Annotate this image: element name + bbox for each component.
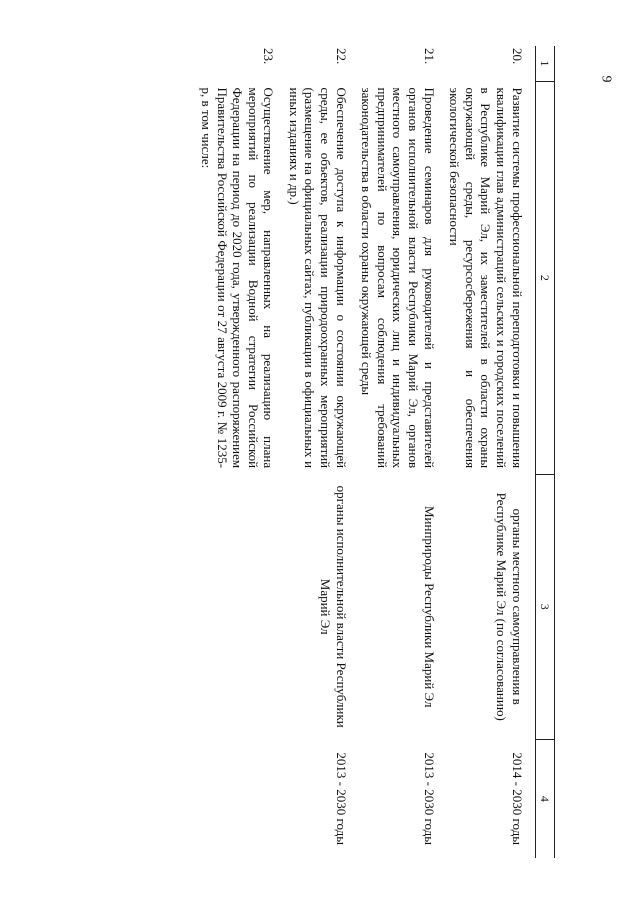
table-row xyxy=(286,46,348,858)
row-executor: органы исполнительной власти Республики Марий Эл xyxy=(318,485,349,728)
row-number: 21. xyxy=(421,48,437,65)
page-number: 9 xyxy=(598,75,614,83)
row-executor: Минприроды Республики Марий Эл xyxy=(421,505,437,708)
rotated-page xyxy=(85,46,555,858)
row-term: 2013 - 2030 годы xyxy=(421,752,437,845)
row-description: Осуществление мер, направленных на реализацию плана мероприятий по реализации Водной стратегии Российской Федерации на период до 2020 года, утвержденного распоряжением Правительства Российской Федерации от 27 августа 2009 г. № 1235-р, в том числе: xyxy=(198,87,277,469)
row-number: 23. xyxy=(261,48,277,65)
measures-table xyxy=(198,46,555,858)
table-row xyxy=(447,46,525,858)
row-number: 20. xyxy=(509,48,525,65)
table-row xyxy=(198,46,276,858)
row-term: 2014 - 2030 годы xyxy=(509,752,525,845)
column-header-3: 3 xyxy=(535,474,554,739)
table-row xyxy=(359,46,437,858)
column-number-row xyxy=(535,46,554,858)
row-number: 22. xyxy=(333,48,349,65)
row-term: 2013 - 2030 годы xyxy=(333,752,349,845)
row-description: Развитие системы профессиональной переподготовки и повышения квалификации глав администраций сельских и городских поселений в Республике Марий Эл, их заместителей в области охраны окружающей среды, ресурсосбережения и обеспечения экологической безопасности xyxy=(447,87,525,469)
column-header-4: 4 xyxy=(535,739,554,858)
row-term xyxy=(198,739,276,858)
row-description: Проведение семинаров для руководителей и представителей органов исполнительной власти Республики Марий Эл, органов местного самоуправления, юридических лиц и индивидуальных предпринимателей по вопросам соблюдения требований законодательства в области охраны окружающей среды xyxy=(359,87,437,469)
row-executor xyxy=(198,474,276,739)
row-description: Обеспечение доступа к информации о состоянии окружающей среды, ее объектов, реализации природоохранных мероприятий (размещение на официальных сайтах, публикации в официальных и иных изданиях и др.) xyxy=(286,87,349,469)
row-executor: органы местного самоуправления в Республике Марий Эл (по согласованию) xyxy=(494,492,525,721)
column-header-2: 2 xyxy=(535,82,554,475)
column-header-1: 1 xyxy=(535,46,554,82)
